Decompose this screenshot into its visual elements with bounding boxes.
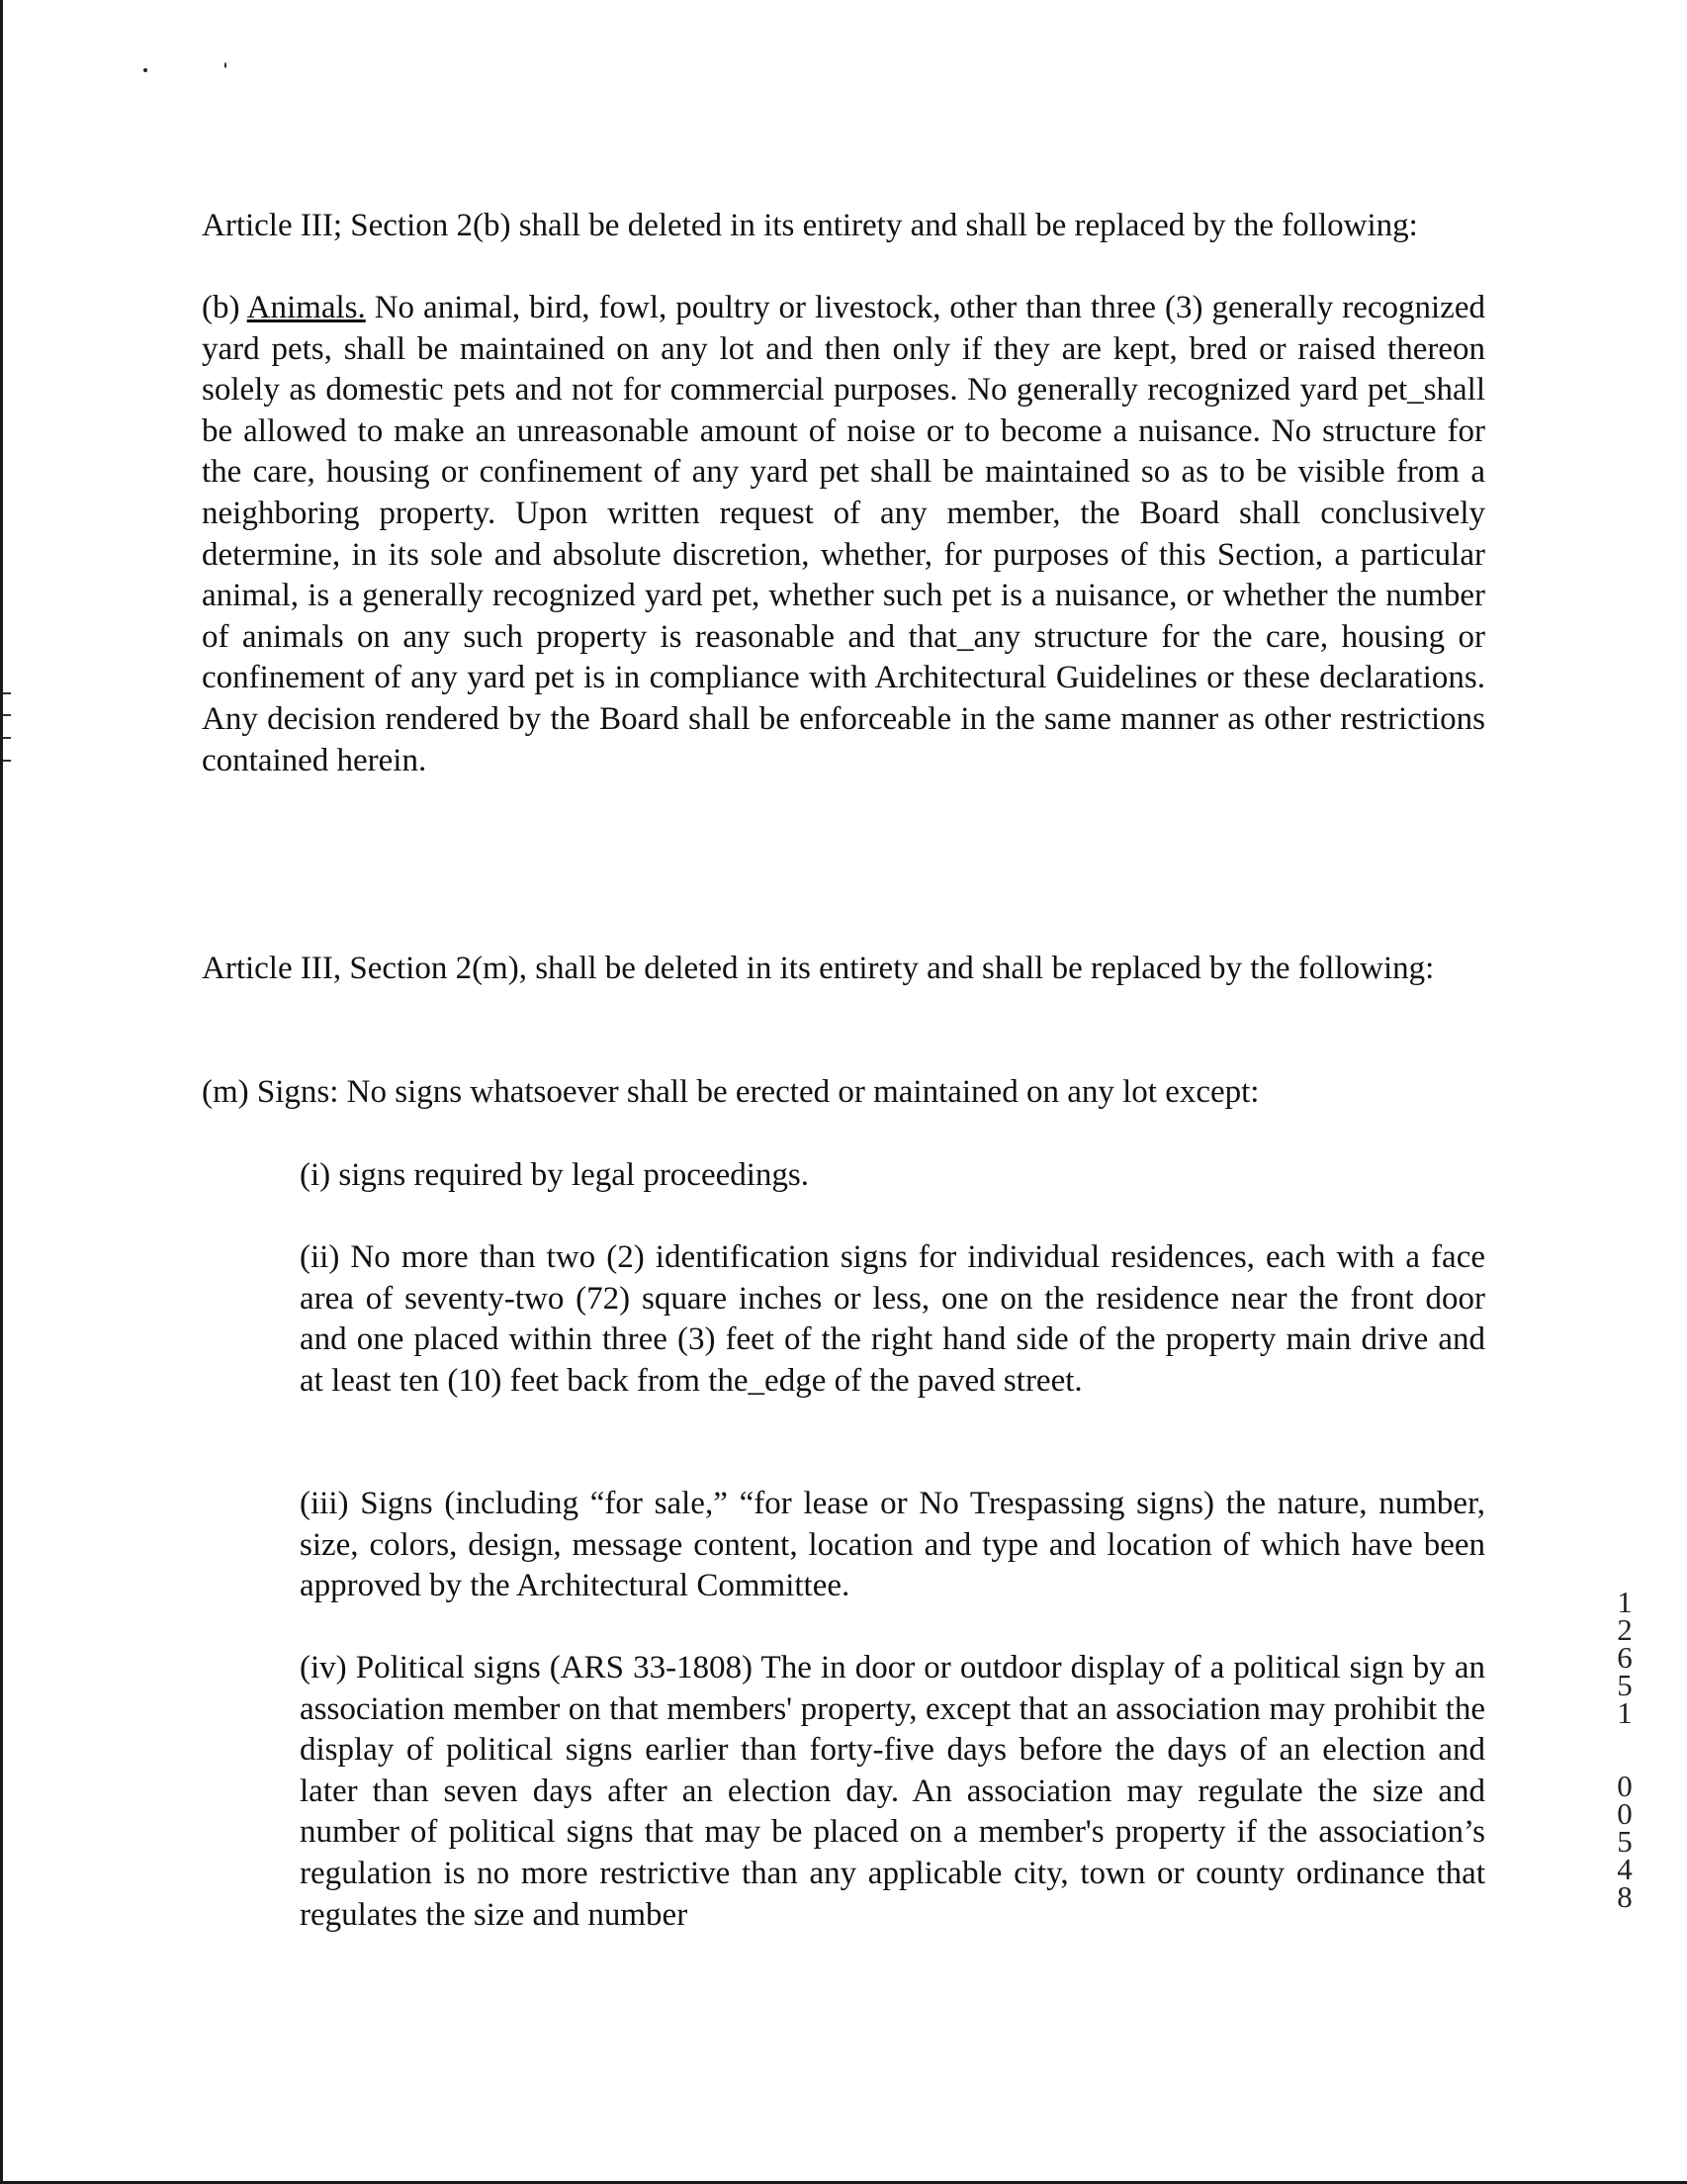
- scan-edge-tick: [3, 714, 11, 716]
- stamp-digit: 6: [1617, 1640, 1633, 1675]
- stamp-digit: 5: [1617, 1668, 1633, 1702]
- scan-edge-tick: [3, 692, 11, 694]
- scan-edge-tick: [3, 737, 11, 739]
- animals-paragraph: [202, 288, 1485, 781]
- animals-label-prefix: (b): [202, 290, 247, 325]
- recording-number-upper: [1610, 1585, 1640, 1730]
- recording-number-stamp: [1610, 1585, 1640, 1914]
- signs-item-iv: (iv) Political signs (ARS 33-1808) The in door or outdoor display of a political sign by an association member on that members' property, except that an association may prohibit the display of political signs earlier than forty-five days before the days of an election and later than seven days after an election day. An association may regulate the size and number of political signs that may be placed on a member's property if the association’s regulation is no more restrictive than any applicable city, town or county ordinance that regulates the size and number: [300, 1650, 1485, 1933]
- stamp-digit: 2: [1617, 1612, 1633, 1647]
- animals-title: Animals.: [246, 290, 366, 325]
- scan-speck: [224, 62, 226, 68]
- signs-item-ii: (ii) No more than two (2) identification signs for individual residences, each with a face area of seventy-two (72) square inches or less, one on the residence near the front door and one placed within three (3) feet of the right hand side of the property main drive and at least ten (10) feet back from the_edge of the paved street.: [300, 1239, 1485, 1399]
- signs-intro: (m) Signs: No signs whatsoever shall be erected or maintained on any lot except:: [202, 1074, 1260, 1110]
- recording-number-lower: [1610, 1769, 1640, 1914]
- stamp-digit: 1: [1617, 1585, 1633, 1619]
- article-3-section-2m-header: Article III, Section 2(m), shall be deleted in its entirety and shall be replaced by the following:: [202, 951, 1435, 986]
- stamp-digit: 0: [1617, 1796, 1633, 1831]
- stamp-digit: 1: [1617, 1695, 1633, 1730]
- stamp-digit: 5: [1617, 1824, 1633, 1859]
- signs-item-i: (i) signs required by legal proceedings.: [300, 1157, 810, 1193]
- stamp-digit: 8: [1617, 1879, 1633, 1914]
- stamp-digit: 0: [1617, 1769, 1633, 1803]
- scan-edge-tick: [3, 760, 11, 762]
- signs-item-iii: (iii) Signs (including “for sale,” “for lease or No Trespassing signs) the nature, number, size, colors, design, message content, location and type and location of which have been approved by the Architectural Committee.: [300, 1486, 1485, 1604]
- animals-body: No animal, bird, fowl, poultry or livestock, other than three (3) generally recognized yard pets, shall be maintained on any lot and then only if they are kept, bred or raised thereon solely as domestic pets and not for commercial purposes. No generally recognized yard pet_shall be allowed to make an unreasonable amount of noise or to become a nuisance. No structure for the care, housing or confinement of any yard pet shall be maintained so as to be visible from a neighboring property. Upon written request of any member, the Board shall conclusively determine, in its sole and absolute discretion, whether, for purposes of this Section, a particular animal, is a generally recognized yard pet, whether such pet is a nuisance, or whether the number of animals on any such property is reasonable and that_any structure for the care, housing or confinement of any yard pet is in compliance with Architectural Guidelines or these declarations. Any decision rendered by the Board shall be enforceable in the same manner as other restrictions contained herein.: [202, 290, 1485, 778]
- article-3-section-2b-header: Article III; Section 2(b) shall be deleted in its entirety and shall be replaced by the following:: [202, 208, 1418, 243]
- scan-speck: [143, 68, 147, 72]
- page-left-edge: [0, 0, 3, 2184]
- stamp-digit: 4: [1617, 1852, 1633, 1886]
